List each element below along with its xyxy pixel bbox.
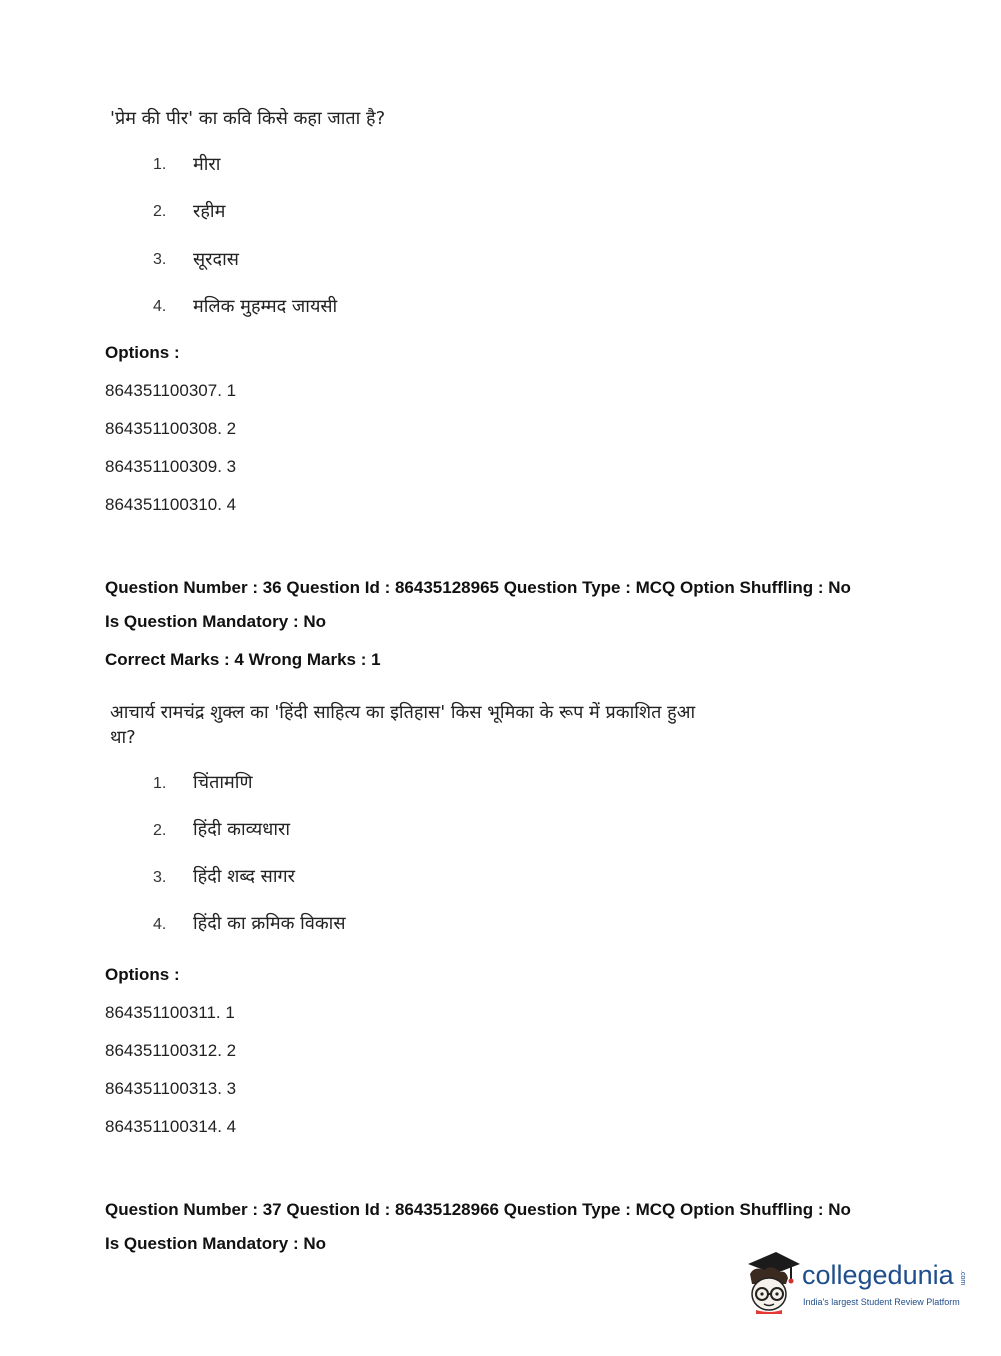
question-header: Question Number : 37 Question Id : 86435128966 Question Type : MCQ Option Shuffling : No	[105, 1200, 851, 1219]
option-id: 864351100307. 1	[105, 381, 237, 400]
option-id: 864351100311. 1	[105, 1003, 235, 1022]
options-label: Options :	[105, 965, 180, 984]
choice-number: 2.	[153, 203, 167, 220]
choice-text: हिंदी का क्रमिक विकास	[193, 913, 346, 934]
logo-suffix: .com	[959, 1270, 966, 1286]
choice-text: मीरा	[193, 154, 221, 175]
choice-number: 1.	[153, 156, 167, 173]
option-id: 864351100312. 2	[105, 1041, 237, 1060]
logo-tagline: India's largest Student Review Platform	[803, 1297, 960, 1307]
choice-text: हिंदी शब्द सागर	[193, 866, 296, 887]
option-id: 864351100313. 3	[105, 1079, 237, 1098]
question-text-line2: था?	[110, 727, 136, 748]
marks-label: Correct Marks : 4 Wrong Marks : 1	[105, 650, 381, 669]
question-header: Question Number : 36 Question Id : 86435128965 Question Type : MCQ Option Shuffling : No	[105, 578, 851, 597]
choice-text: सूरदास	[193, 249, 239, 270]
choice-text: मलिक मुहम्मद जायसी	[193, 296, 338, 317]
option-id: 864351100308. 2	[105, 419, 237, 438]
option-id: 864351100309. 3	[105, 457, 237, 476]
option-id: 864351100314. 4	[105, 1117, 237, 1136]
choice-number: 2.	[153, 822, 167, 839]
collegedunia-logo	[742, 1250, 972, 1320]
choice-number: 3.	[153, 251, 167, 268]
mandatory-label: Is Question Mandatory : No	[105, 1234, 327, 1253]
choice-text: हिंदी काव्यधारा	[193, 819, 290, 840]
mandatory-label: Is Question Mandatory : No	[105, 612, 327, 631]
choice-text: रहीम	[193, 201, 226, 222]
options-label: Options :	[105, 343, 180, 362]
mascot-icon	[742, 1250, 802, 1314]
choice-number: 4.	[153, 916, 167, 933]
logo-name: collegedunia	[802, 1260, 954, 1290]
question-text-line1: आचार्य रामचंद्र शुक्ल का 'हिंदी साहित्य का इतिहास' किस भूमिका के रूप में प्रकाशित हुआ	[110, 702, 696, 723]
choice-text: चिंतामणि	[193, 772, 253, 793]
choice-number: 3.	[153, 869, 167, 886]
choice-number: 1.	[153, 775, 167, 792]
option-id: 864351100310. 4	[105, 495, 237, 514]
choice-number: 4.	[153, 298, 167, 315]
question-text: 'प्रेम की पीर' का कवि किसे कहा जाता है?	[110, 108, 386, 129]
